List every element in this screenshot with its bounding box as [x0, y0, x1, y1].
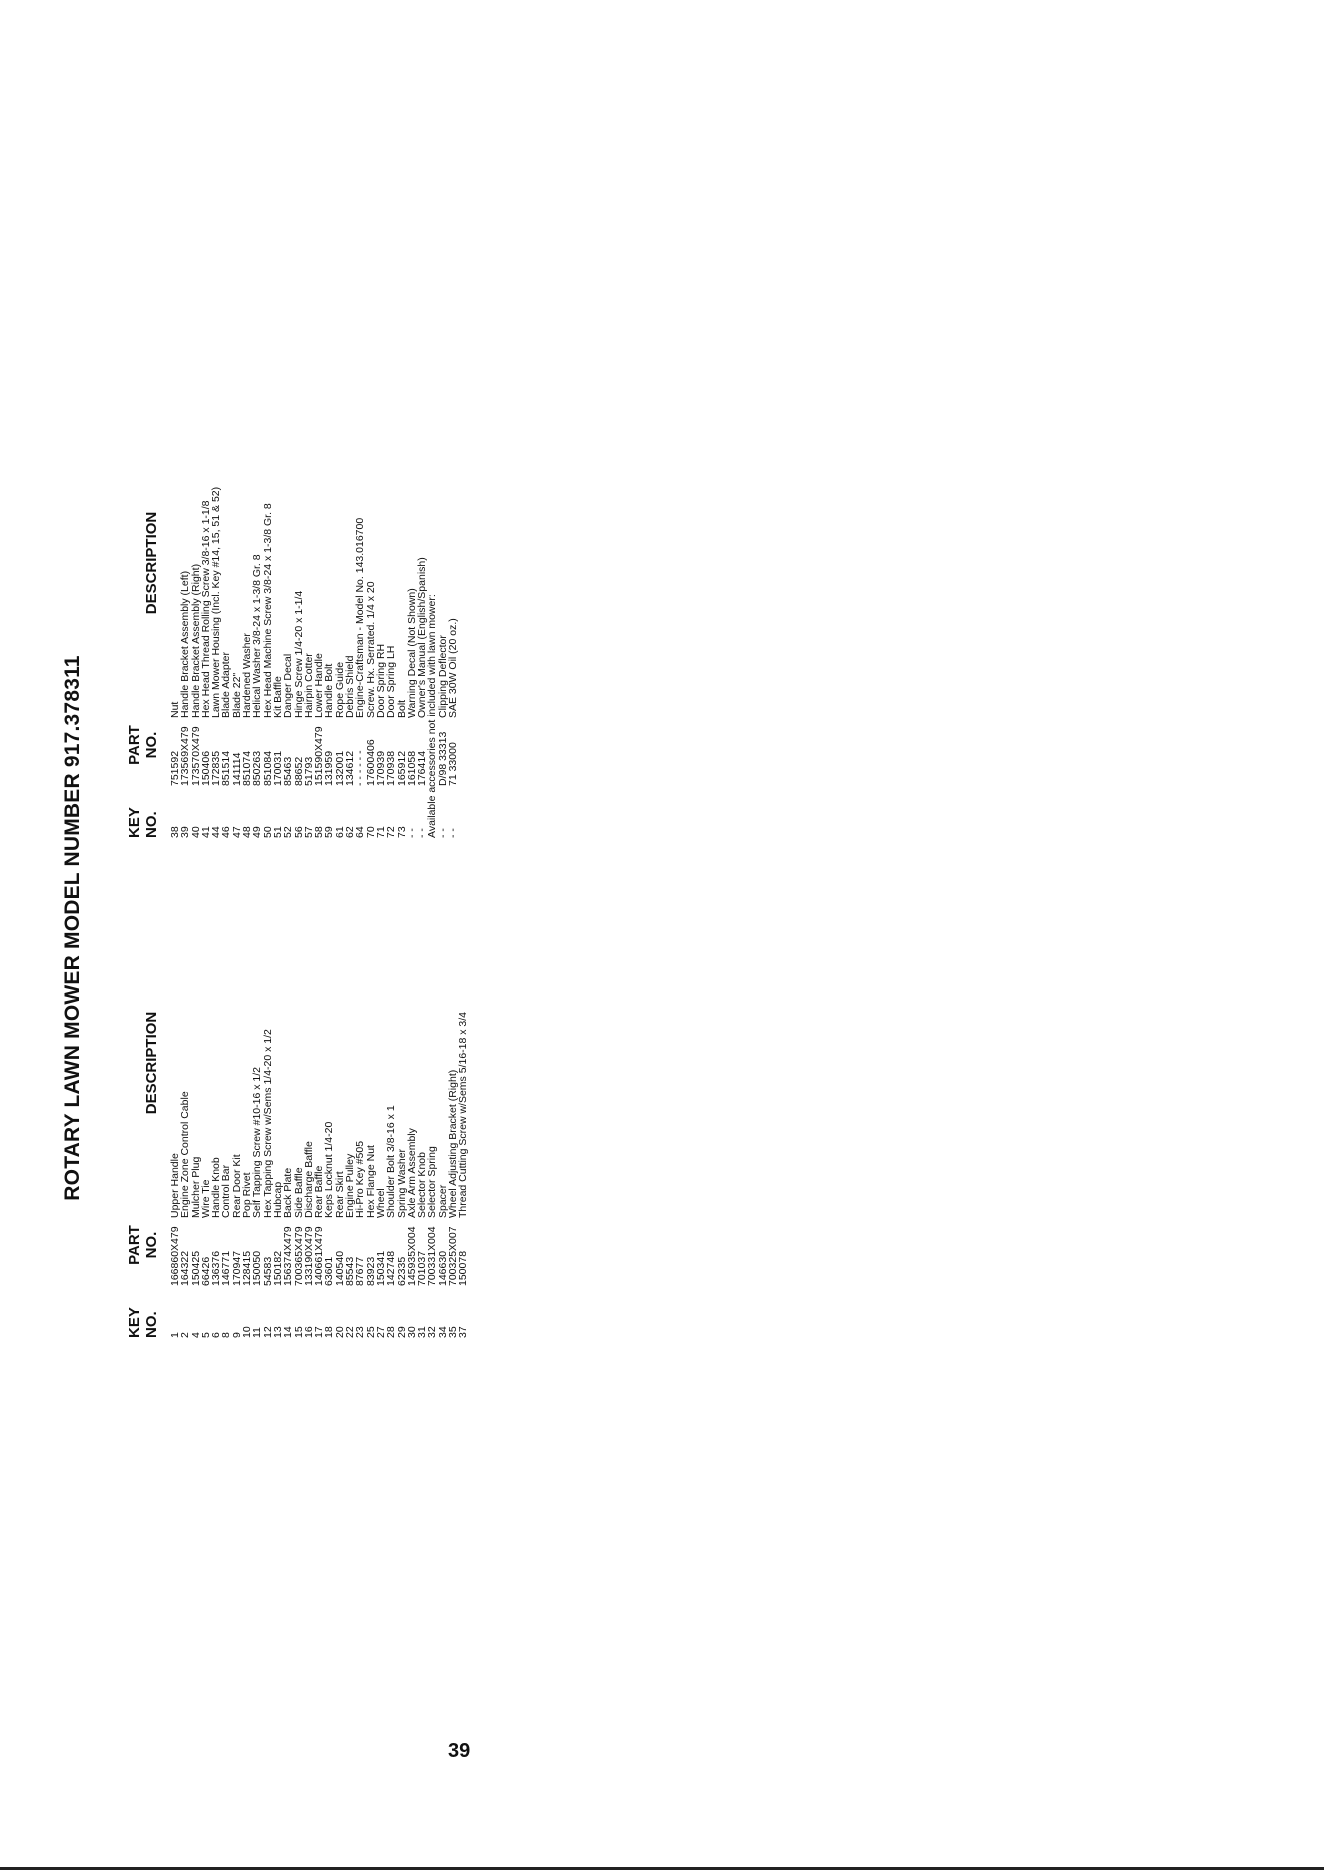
description-cell: Clipping Deflector [436, 635, 449, 718]
part-no-cell: 140540 [333, 1250, 346, 1286]
part-no-cell: 172835 [210, 750, 223, 786]
description-cell: Handle Knob [210, 1157, 223, 1218]
key-no-cell: 37 [457, 1326, 470, 1338]
part-no-cell: 156374X479 [282, 1226, 295, 1286]
key-no-cell: 41 [199, 826, 212, 838]
key-no-cell: 12 [261, 1326, 274, 1338]
description-cell: Pop Rivet [241, 1172, 254, 1218]
key-no-cell: 56 [292, 826, 305, 838]
part-no-cell: 62335 [395, 1256, 408, 1286]
description-cell: Blade Adapter [220, 652, 233, 718]
key-no-cell: 18 [323, 1326, 336, 1338]
description-cell: Helical Washer 3/8-24 x 1-3/8 Gr. 8 [251, 554, 264, 718]
part-no-cell: 165912 [395, 750, 408, 786]
key-no-cell: 47 [230, 826, 243, 838]
key-no-cell: 5 [199, 1332, 212, 1338]
description-cell: SAE 30W Oil (20 oz.) [447, 618, 460, 718]
key-no-cell: 31 [416, 1326, 429, 1338]
part-no-cell: 141114 [230, 752, 243, 786]
part-no-cell: 17600406 [364, 739, 377, 786]
key-no-header [126, 1298, 160, 1338]
key-no-cell: - - [405, 828, 418, 838]
description-cell: Warning Decal (Not Shown) [405, 588, 418, 718]
key-no-cell: 48 [241, 826, 254, 838]
part-no-cell: 166860X479 [169, 1226, 181, 1286]
part-no-cell: 700331X004 [426, 1226, 439, 1286]
key-no-cell: 27 [374, 1326, 387, 1338]
description-cell: Hardened Washer [241, 633, 254, 718]
description-cell: Door Spring LH [385, 645, 398, 718]
description-cell: Engine Zone Control Cable [179, 1091, 192, 1218]
part-no-cell: 66426 [199, 1256, 212, 1286]
description-cell: Side Baffle [292, 1167, 305, 1218]
description-cell: Rear Skirt [333, 1171, 346, 1218]
rotated-parts-sheet [16, 18, 916, 1838]
key-no-cell: 50 [261, 826, 274, 838]
description-cell: Owner's Manual (English/Spanish) [416, 557, 429, 718]
key-no-cell: 46 [220, 826, 233, 838]
key-no-cell: 2 [179, 1332, 192, 1338]
description-cell: Hex Tapping Screw w/Sems 1/4-20 x 1/2 [261, 1029, 274, 1218]
part-no-cell: 151590X479 [313, 726, 326, 786]
key-no-cell: 29 [395, 1326, 408, 1338]
key-no-cell: 30 [405, 1326, 418, 1338]
page-number: 39 [448, 1740, 471, 1762]
description-cell: Door Spring RH [374, 643, 387, 718]
key-no-cell: 52 [282, 826, 295, 838]
key-no-cell: 28 [385, 1326, 398, 1338]
table-rows-left [170, 818, 469, 1338]
description-cell: Hairpin Cotter [302, 653, 315, 718]
part-no-cell: 176414 [416, 750, 429, 786]
description-cell: Wheel Adjusting Bracket (Right) [447, 1069, 460, 1218]
accessories-note: Available accessories not included with lawn mower: [426, 594, 439, 838]
description-cell: Lower Handle [313, 653, 326, 718]
description-cell: Spring Washer [395, 1148, 408, 1218]
part-no-header [126, 1210, 160, 1280]
description-cell: Blade 22" [230, 672, 243, 718]
part-no-cell: 133190X479 [302, 1226, 315, 1286]
description-cell: Hex Head Thread Rolling Screw 3/8-16 x 1-1/8 [199, 500, 212, 718]
description-cell: Axle Arm Assembly [405, 1128, 418, 1218]
part-no-cell: 145935X004 [405, 1226, 418, 1286]
table-row [386, 318, 396, 838]
part-no-cell: 173570X479 [189, 726, 202, 786]
key-no-cell: - - [447, 828, 460, 838]
description-cell: Screw. Hx. Serrated. 1/4 x 20 [364, 581, 377, 718]
key-no-cell: 72 [385, 826, 398, 838]
part-no-cell: 173569X479 [179, 726, 192, 786]
part-no-cell: 851074 [241, 750, 254, 786]
part-no-cell: 170031 [271, 750, 284, 786]
description-cell: Wire Tie [199, 1179, 212, 1218]
key-no-cell: 32 [426, 1326, 439, 1338]
description-cell: Spacer [436, 1184, 449, 1218]
part-no-cell: 54583 [261, 1256, 274, 1286]
table-row [448, 318, 458, 838]
description-header: DESCRIPTION [143, 511, 160, 615]
table-row [458, 818, 468, 1338]
description-cell: Hubcap [271, 1181, 284, 1218]
table-row [386, 818, 396, 1338]
key-no-cell: 8 [220, 1332, 233, 1338]
key-no-cell: 20 [333, 1326, 346, 1338]
description-cell: Kit Baffle [271, 676, 284, 718]
description-cell: Danger Decal [282, 653, 295, 718]
part-no-cell: 136376 [210, 1250, 223, 1286]
part-no-cell: 851084 [261, 750, 274, 786]
part-no-cell: 131959 [323, 750, 336, 786]
key-no-cell: 17 [313, 1326, 326, 1338]
part-header-line2: NO. [143, 731, 160, 759]
key-no-cell: 38 [169, 826, 181, 838]
key-no-cell: 70 [364, 826, 377, 838]
description-cell: Handle Bolt [323, 663, 336, 718]
description-cell: Rear Baffle [313, 1165, 326, 1218]
key-no-cell: 25 [364, 1326, 377, 1338]
part-no-cell: 150182 [271, 1250, 284, 1286]
description-cell: Rear Door Kit [230, 1154, 243, 1218]
key-no-cell: 62 [344, 826, 357, 838]
key-no-cell: 73 [395, 826, 408, 838]
key-no-cell: 11 [251, 1327, 264, 1338]
part-no-cell: 851514 [220, 750, 233, 786]
description-cell: Control Bar [220, 1164, 233, 1218]
description-cell: Upper Handle [169, 1153, 181, 1218]
key-no-cell: 15 [292, 1326, 305, 1338]
key-no-cell: 1 [169, 1332, 181, 1338]
part-no-cell: 128415 [241, 1250, 254, 1286]
key-no-cell: 59 [323, 826, 336, 838]
part-no-cell: 88652 [292, 756, 305, 786]
description-cell: Self Tapping Screw #10-16 x 1/2 [251, 1067, 264, 1218]
page-bottom-rule [0, 1867, 1324, 1870]
part-no-cell: 170938 [385, 750, 398, 786]
description-cell: Back Plate [282, 1167, 295, 1218]
part-no-cell: 150078 [457, 1250, 470, 1286]
part-no-cell: 170939 [374, 750, 387, 786]
part-no-cell: 751592 [169, 750, 181, 786]
description-cell: Handle Bracket Assembly (Left) [179, 570, 192, 718]
description-cell: Engine-Craftsman - Model No. 143.016700 [354, 517, 367, 718]
part-no-cell: 161058 [405, 750, 418, 786]
key-no-header [126, 798, 160, 838]
key-header-line2: NO. [143, 811, 160, 838]
description-cell: Hex Head Machine Screw 3/8-24 x 1-3/8 Gr. 8 [261, 503, 274, 718]
description-cell: Nut [169, 701, 181, 718]
part-no-cell: 85463 [282, 756, 295, 786]
table-rows-right [170, 318, 458, 838]
description-cell: Debris Shield [344, 655, 357, 718]
key-no-cell: 16 [302, 1326, 315, 1338]
description-cell: Hex Flange Nut [364, 1145, 377, 1218]
part-header-line1: PART [126, 1225, 143, 1265]
key-no-cell: - - [436, 828, 449, 838]
key-no-cell: 4 [189, 1332, 202, 1338]
key-no-cell: 34 [436, 1326, 449, 1338]
part-no-cell: 150425 [189, 1250, 202, 1286]
part-no-cell: 140661X479 [313, 1226, 326, 1286]
part-header-line1: PART [126, 725, 143, 765]
key-no-cell: 22 [344, 1326, 357, 1338]
part-no-cell: 71 33000 [447, 742, 460, 786]
key-no-cell: 6 [210, 1332, 223, 1338]
description-cell: Hi-Pro Key #505 [354, 1140, 367, 1218]
part-no-cell: 83923 [364, 1256, 377, 1286]
key-no-cell: 58 [313, 826, 326, 838]
description-cell: Selector Knob [416, 1152, 429, 1218]
key-no-cell: 64 [354, 826, 367, 838]
key-no-cell: 49 [251, 826, 264, 838]
key-header-line1: KEY [126, 1307, 143, 1338]
part-no-cell: 701037 [416, 1250, 429, 1286]
document-title: ROTARY LAWN MOWER MODEL NUMBER 917.378311 [61, 655, 84, 1201]
key-no-cell: 14 [282, 1326, 295, 1338]
part-no-cell: 700365X479 [292, 1226, 305, 1286]
part-no-cell: - - - - - - [354, 750, 367, 786]
description-cell: Selector Spring [426, 1146, 439, 1218]
key-no-cell: 9 [230, 1332, 243, 1338]
key-no-cell: 61 [333, 826, 346, 838]
description-cell: Hinge Screw 1/4-20 x 1-1/4 [292, 590, 305, 718]
key-header-line1: KEY [126, 807, 143, 838]
key-no-cell: - - [416, 828, 429, 838]
key-no-cell: 23 [354, 1326, 367, 1338]
part-no-cell: 134612 [344, 750, 357, 786]
description-cell: Rope Guide [333, 661, 346, 718]
part-no-cell: 150406 [199, 750, 212, 786]
key-no-cell: 13 [271, 1326, 284, 1338]
description-cell: Discharge Baffle [302, 1141, 315, 1218]
part-no-cell: 146771 [220, 1250, 233, 1286]
part-no-cell: 164322 [179, 1250, 192, 1286]
part-no-cell: 142748 [385, 1250, 398, 1286]
description-cell: Handle Bracket Assembly (Right) [189, 563, 202, 718]
table-row [417, 318, 427, 838]
key-header-line2: NO. [143, 1311, 160, 1338]
description-cell: Keps Locknut 1/4-20 [323, 1121, 336, 1218]
part-no-cell: 85543 [344, 1256, 357, 1286]
part-no-cell: D/98 33313 [436, 731, 449, 786]
key-no-cell: 35 [447, 1326, 460, 1338]
key-no-cell: 40 [189, 826, 202, 838]
part-no-cell: 132001 [333, 750, 346, 786]
key-no-cell: 39 [179, 826, 192, 838]
part-no-cell: 150050 [251, 1250, 264, 1286]
part-header-line2: NO. [143, 1231, 160, 1259]
part-no-cell: 150341 [374, 1250, 387, 1286]
description-cell: Thread Cutting Screw w/Sems 5/16-18 x 3/4 [457, 1011, 470, 1218]
part-no-header [126, 710, 160, 780]
description-cell: Bolt [395, 699, 408, 718]
key-no-cell: 44 [210, 826, 223, 838]
description-cell: Wheel [374, 1188, 387, 1218]
part-no-cell: 850263 [251, 750, 264, 786]
key-no-cell: 51 [271, 826, 284, 838]
description-cell: Lawn Mower Housing (Incl. Key #14, 15, 51 & 52) [210, 486, 223, 718]
part-no-cell: 700325X007 [447, 1226, 460, 1286]
description-cell: Shoulder Bolt 3/8-16 x 1 [385, 1105, 398, 1218]
key-no-cell: 57 [302, 826, 315, 838]
part-no-cell: 146630 [436, 1250, 449, 1286]
description-cell: Engine Pulley [344, 1153, 357, 1218]
part-no-cell: 87677 [354, 1256, 367, 1286]
key-no-cell: 10 [241, 1326, 254, 1338]
description-cell: Mulcher Plug [189, 1156, 202, 1218]
description-header: DESCRIPTION [143, 1011, 160, 1115]
key-no-cell: 71 [374, 826, 387, 838]
part-no-cell: 51793 [302, 756, 315, 786]
part-no-cell: 63601 [323, 1256, 336, 1286]
part-no-cell: 170947 [230, 1250, 243, 1286]
